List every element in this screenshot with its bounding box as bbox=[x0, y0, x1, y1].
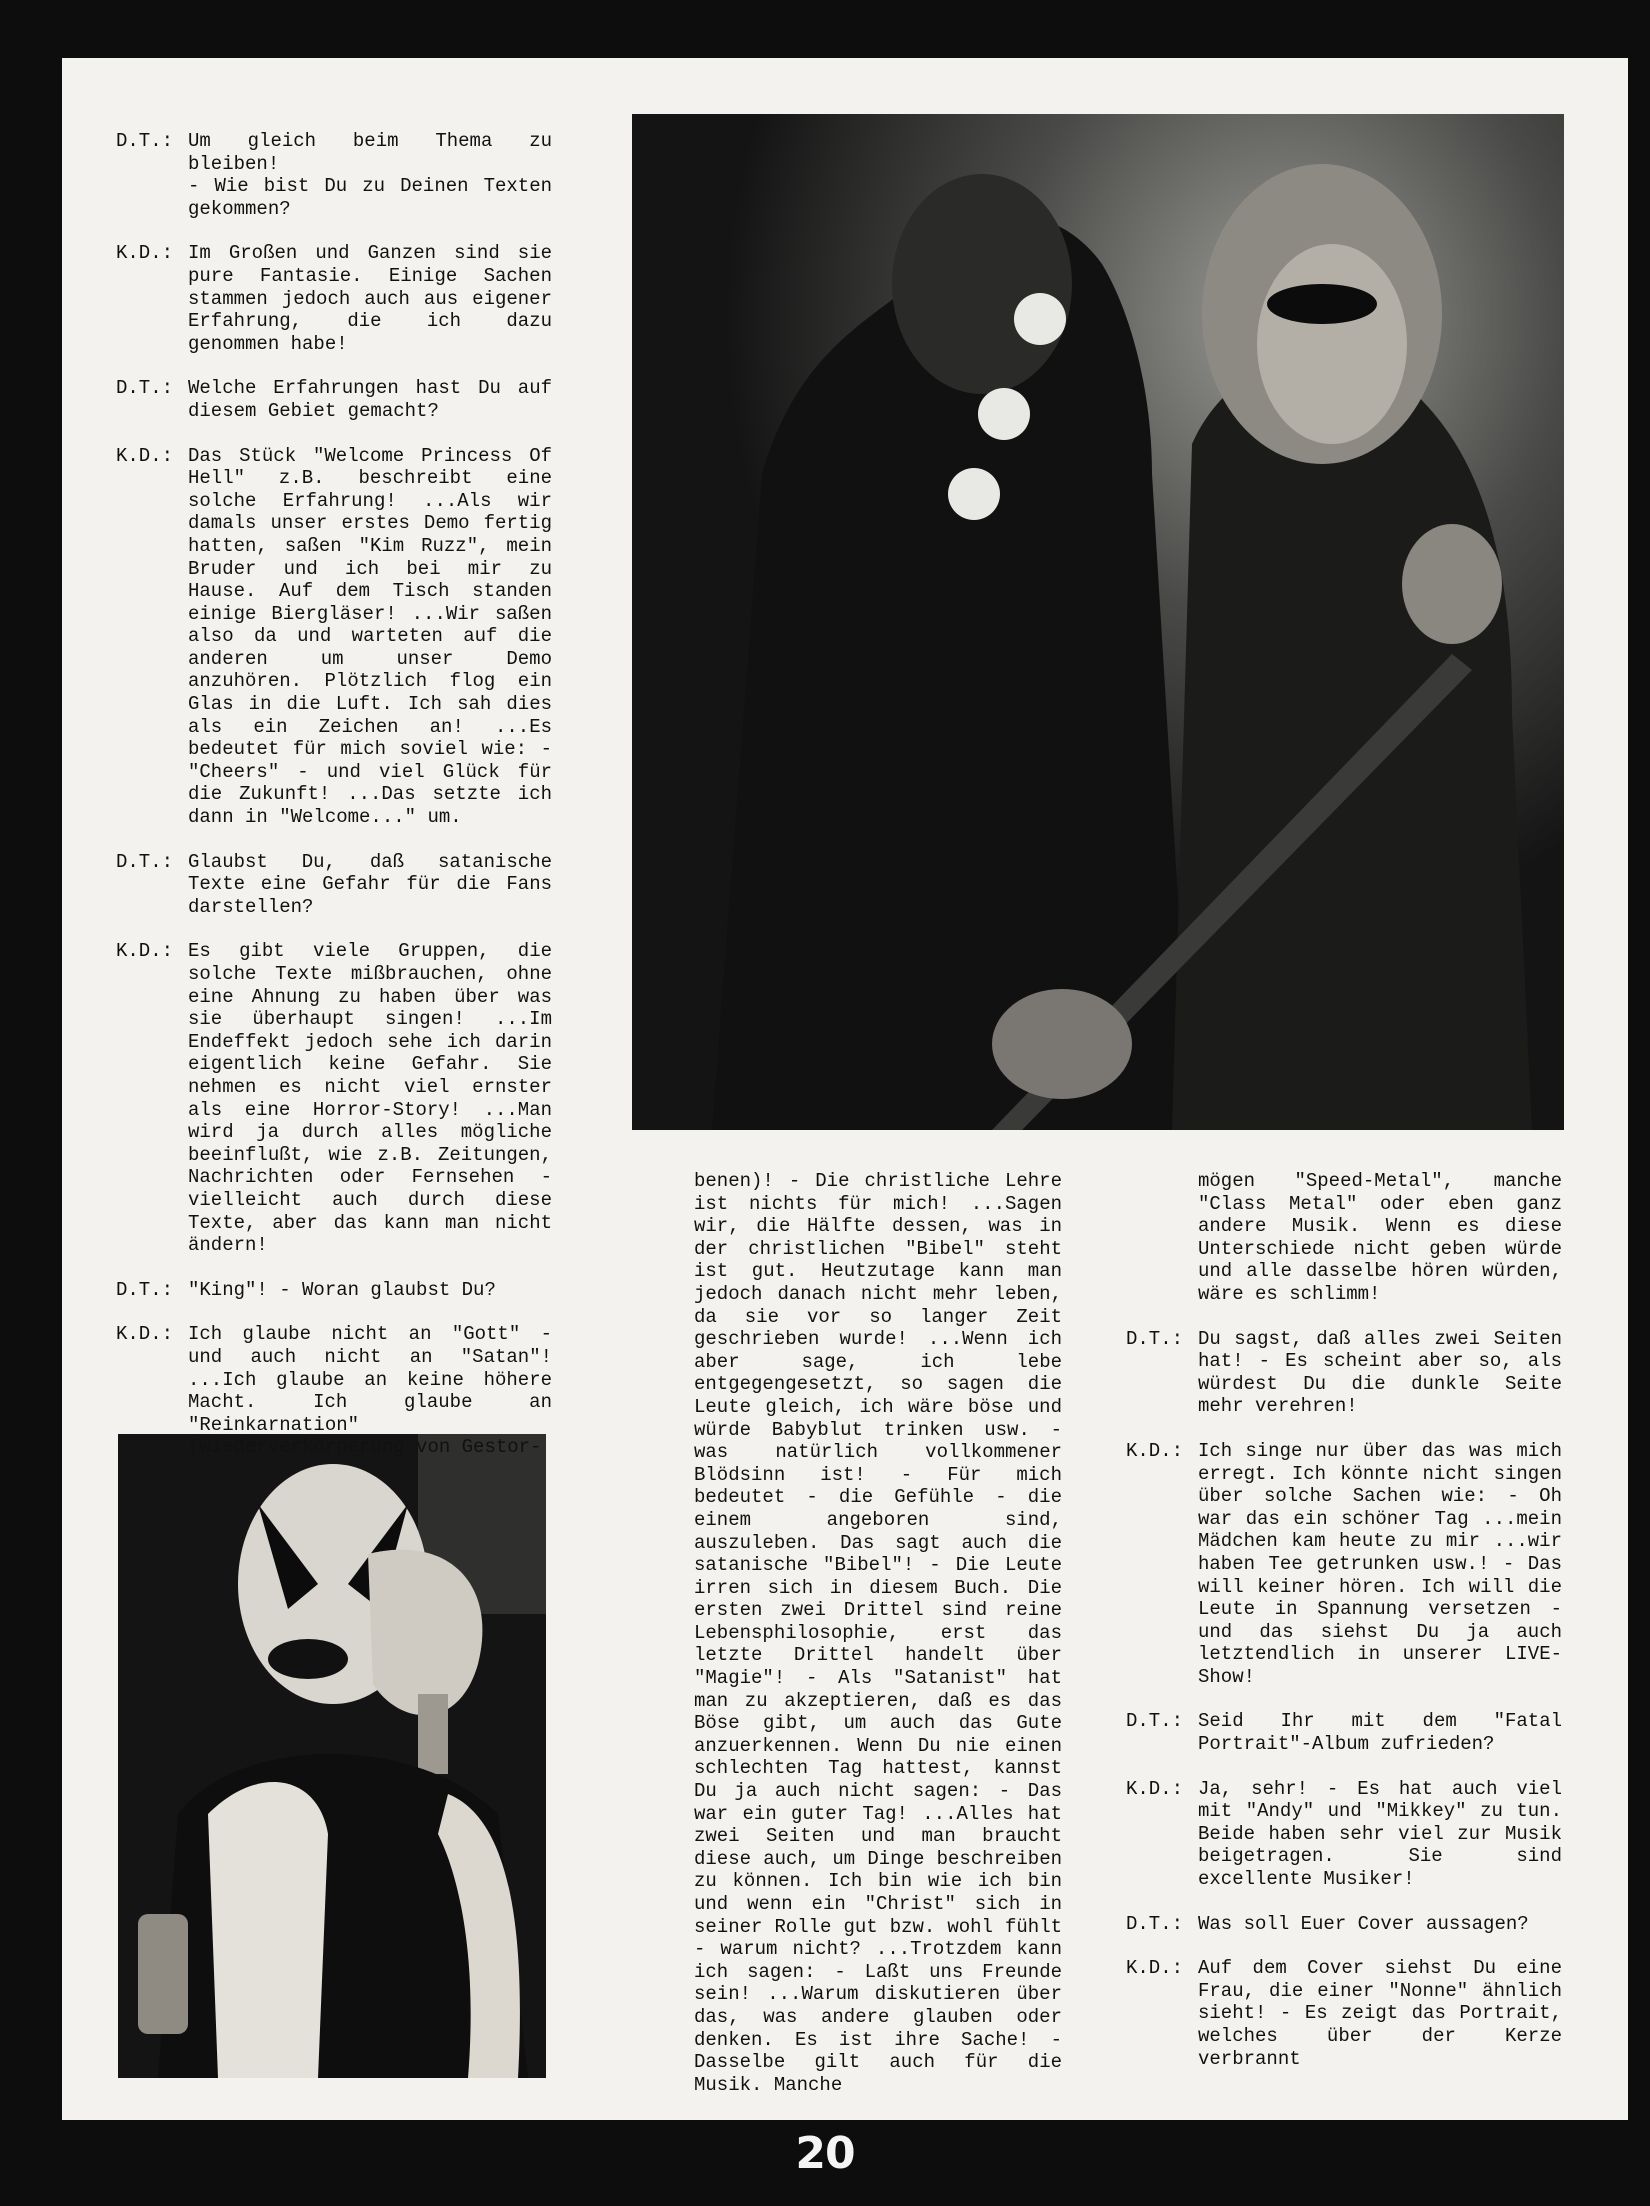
concert-photo-band bbox=[632, 114, 1564, 1130]
speaker-label: D.T.: bbox=[1126, 1710, 1184, 1733]
qa-text: Ich singe nur über das was mich erregt. Ich könnte nicht singen über solche Sachen wie: - Oh war das ein schöner Tag ...mein Mädchen kam heute zu mir ...wir haben Tee getrunken usw.! - Das will keiner hören. Ich will die Leute in Spannung versetzen - und das siehst Du ja auch letztendlich in unserer LIVE-Show! bbox=[1198, 1439, 1562, 1688]
qa-text: Das Stück "Welcome Princess Of Hell" z.B. beschreibt eine solche Erfahrung! ...Als wir damals unser erstes Demo fertig hatten, saßen "Kim Ruzz", mein Bruder und ich bei mir zu Hause. Auf dem Tisch standen einige Biergläser! ...Wir saßen also da und warteten auf die anderen um unser Demo anzuhören. Plötzlich flog ein Glas in die Luft. Ich sah dies als ein Zeichen an! ...Es bedeutet für mich soviel wie: - "Cheers" - und viel Glück für die Zukunft! ...Das setzte ich dann in "Welcome..." um. bbox=[188, 444, 552, 829]
qa-entry bbox=[116, 242, 552, 355]
qa-text: Glaubst Du, daß satanische Texte eine Gefahr für die Fans darstellen? bbox=[188, 850, 552, 918]
qa-text: "King"! - Woran glaubst Du? bbox=[188, 1278, 496, 1301]
qa-entry bbox=[1126, 1710, 1562, 1755]
qa-entry bbox=[116, 1279, 552, 1302]
qa-entry bbox=[1126, 1440, 1562, 1689]
right-text-column bbox=[1126, 1170, 1562, 2092]
speaker-label: D.T.: bbox=[1126, 1912, 1184, 1935]
speaker-label: K.D.: bbox=[1126, 1439, 1184, 1462]
speaker-label: D.T.: bbox=[116, 850, 174, 873]
qa-entry bbox=[1126, 1957, 1562, 2070]
speaker-label: D.T.: bbox=[116, 130, 174, 152]
speaker-label: D.T.: bbox=[116, 1278, 174, 1301]
speaker-label: D.T.: bbox=[116, 377, 174, 400]
speaker-label: K.D.: bbox=[116, 1323, 174, 1346]
qa-text: Welche Erfahrungen hast Du auf diesem Gebiet gemacht? bbox=[188, 377, 552, 422]
qa-text: Du sagst, daß alles zwei Seiten hat! - Es scheint aber so, als würdest Du die dunkle Seite mehr verehren! bbox=[1198, 1327, 1562, 1418]
qa-text: Ich glaube nicht an "Gott" - und auch nicht an "Satan"! ...Ich glaube an keine höhere Macht. Ich glaube an "Reinkarnation" (Wiederverkörperung von Gestor- bbox=[188, 1323, 552, 1459]
qa-entry bbox=[1126, 1913, 1562, 1936]
concert-photo-singer bbox=[118, 1434, 546, 2078]
qa-entry bbox=[1126, 1778, 1562, 1891]
qa-entry bbox=[116, 940, 552, 1256]
qa-text: Es gibt viele Gruppen, die solche Texte mißbrauchen, ohne eine Ahnung zu haben über was sie überhaupt singen! ...Im Endeffekt jedoch sehe ich darin eigentlich keine Gefahr. Sie nehmen es nicht viel ernster als eine Horror-Story! ...Man wird ja durch alles mögliche beeinflußt, wie z.B. Zeitungen, Nachrichten oder Fernsehen - vielleicht auch durch diese Texte, aber das kann man nicht ändern! bbox=[188, 940, 552, 1257]
speaker-label: K.D.: bbox=[116, 940, 174, 963]
qa-entry bbox=[116, 1323, 552, 1459]
continued-text: benen)! - Die christliche Lehre ist nichts für mich! ...Sagen wir, die Hälfte dessen, was in der christlichen "Bibel" steht ist gut. Heutzutage kann man jedoch danach nicht mehr leben, da sie vor so langer Zeit geschrieben wurde! ...Wenn ich aber sage, ich lebe entgegengesetzt, so sagen die Leute gleich, ich wäre böse und würde Babyblut trinken usw. - was natürlich vollkommener Blödsinn ist! - Für mich bedeutet - die Gefühle - die einem angeboren sind, auszuleben. Das sagt auch die satanische "Bibel"! - Die Leute irren sich in diesem Buch. Die ersten zwei Drittel sind reine Lebensphilosophie, erst das letzte Drittel handelt über "Magie"! - Als "Satanist" hat man zu akzeptieren, daß es das Böse gibt, um auch das Gute anzuerkennen. Wenn Du nie einen schlechten Tag hattest, kannst Du ja auch nicht sagen: - Das war ein guter Tag! ...Alles hat zwei Seiten und man braucht diese auch, um Dinge beschreiben zu können. Ich bin wie ich bin und wenn ein "Christ" sich in seiner Rolle gut bzw. wohl fühlt - warum nicht? ...Trotzdem kann ich sagen: - Laßt uns Freunde sein! ...Warum diskutieren über das, was andere glauben oder denken. Es ist ihre Sache! - Dasselbe gilt auch für die Musik. Manche bbox=[694, 1170, 1062, 2096]
qa-text: Ja, sehr! - Es hat auch viel mit "Andy" und "Mikkey" zu tun. Beide haben sehr viel zur Musik beigetragen. Sie sind excellente Musiker! bbox=[1198, 1777, 1562, 1891]
qa-entry bbox=[116, 851, 552, 919]
qa-text: Seid Ihr mit dem "Fatal Portrait"-Album zufrieden? bbox=[1198, 1710, 1562, 1756]
speaker-label: K.D.: bbox=[1126, 1777, 1184, 1800]
speaker-label: K.D.: bbox=[116, 242, 174, 265]
qa-entry bbox=[116, 445, 552, 829]
qa-text: Um gleich beim Thema zu bleiben! - Wie bist Du zu Deinen Texten gekommen? bbox=[188, 130, 552, 220]
qa-text: Im Großen und Ganzen sind sie pure Fantasie. Einige Sachen stammen jedoch auch aus eigener Erfahrung, die ich dazu genommen habe! bbox=[188, 242, 552, 355]
speaker-label: D.T.: bbox=[1126, 1327, 1184, 1350]
middle-text-column bbox=[694, 1170, 1062, 2118]
continued-text: mögen "Speed-Metal", manche "Class Metal" oder eben ganz andere Musik. Wenn es diese Unterschiede nicht geben würde und alle dasselbe hören würden, wäre es schlimm! bbox=[1198, 1170, 1562, 1305]
qa-text: Was soll Euer Cover aussagen? bbox=[1198, 1912, 1529, 1935]
page-number: 20 bbox=[795, 2128, 855, 2179]
qa-entry bbox=[116, 130, 552, 220]
qa-text: Auf dem Cover siehst Du eine Frau, die einer "Nonne" ähnlich sieht! - Es zeigt das Portrait, welches über der Kerze verbrannt bbox=[1198, 1957, 1562, 2070]
speaker-label: K.D.: bbox=[1126, 1957, 1184, 1980]
qa-entry bbox=[116, 377, 552, 422]
left-text-column bbox=[116, 130, 552, 1481]
speaker-label: K.D.: bbox=[116, 444, 174, 467]
qa-entry bbox=[1126, 1328, 1562, 1418]
